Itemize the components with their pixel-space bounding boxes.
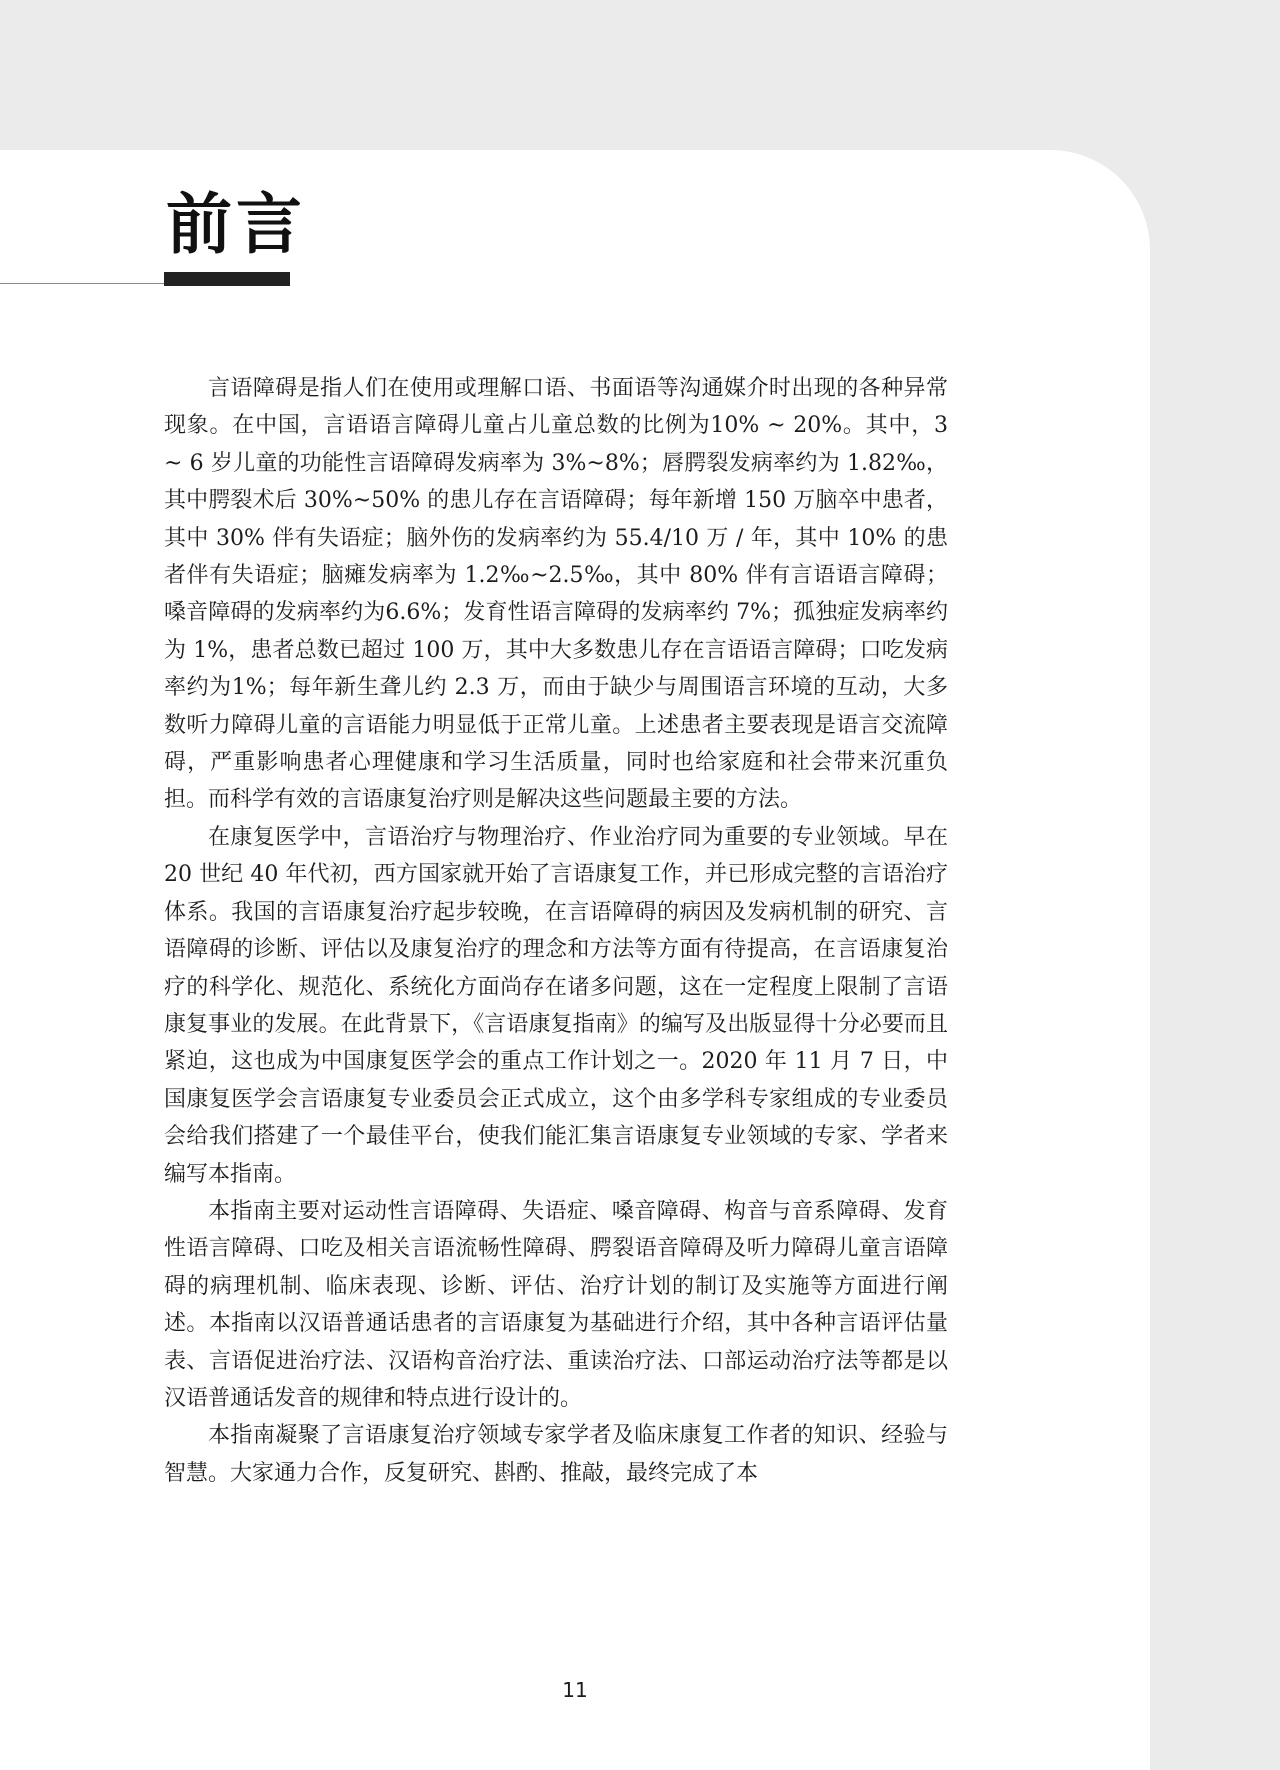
page-title: 前言 bbox=[166, 185, 306, 263]
paragraph-1: 言语障碍是指人们在使用或理解口语、书面语等沟通媒介时出现的各种异常现象。在中国，言语语言障碍儿童占儿童总数的比例为10% ~ 20%。其中，3 ~ 6 岁儿童的功能性言语障碍发病率为 3%~8%；唇腭裂发病率约为 1.82‰，其中腭裂术后 30%~50% 的患儿存在言语障碍；每年新增 150 万脑卒中患者，其中 30% 伴有失语症；脑外伤的发病率约为 55.4/10 万 / 年，其中 10% 的患者伴有失语症；脑瘫发病率为 1.2‰~2.5‰，其中 80% 伴有言语语言障碍；嗓音障碍的发病率约为6.6%；发育性语言障碍的发病率约 7%；孤独症发病率约为 1%，患者总数已超过 100 万，其中大多数患儿存在言语语言障碍；口吃发病率约为1%；每年新生聋儿约 2.3 万，而由于缺少与周围语言环境的互动，大多数听力障碍儿童的言语能力明显低于正常儿童。上述患者主要表现是语言交流障碍，严重影响患者心理健康和学习生活质量，同时也给家庭和社会带来沉重负担。而科学有效的言语康复治疗则是解决这些问题最主要的方法。 bbox=[164, 376, 948, 813]
title-rule-line bbox=[0, 283, 164, 284]
paragraph-3: 本指南主要对运动性言语障碍、失语症、嗓音障碍、构音与音系障碍、发育性语言障碍、口吃及相关言语流畅性障碍、腭裂语音障碍及听力障碍儿童言语障碍的病理机制、临床表现、诊断、评估、治疗计划的制订及实施等方面进行阐述。本指南以汉语普通话患者的言语康复为基础进行介绍，其中各种言语评估量表、言语促进治疗法、汉语构音治疗法、重读治疗法、口部运动治疗法等都是以汉语普通话发音的规律和特点进行设计的。 bbox=[164, 1198, 948, 1411]
paragraph-4: 本指南凝聚了言语康复治疗领域专家学者及临床康复工作者的知识、经验与智慧。大家通力合作，反复研究、斟酌、推敲，最终完成了本 bbox=[164, 1423, 948, 1486]
body-text bbox=[164, 370, 948, 1492]
paragraph-2: 在康复医学中，言语治疗与物理治疗、作业治疗同为重要的专业领域。早在 20 世纪 40 年代初，西方国家就开始了言语康复工作，并已形成完整的言语治疗体系。我国的言语康复治疗起步较晚，在言语障碍的病因及发病机制的研究、言语障碍的诊断、评估以及康复治疗的理念和方法等方面有待提高，在言语康复治疗的科学化、规范化、系统化方面尚存在诸多问题，这在一定程度上限制了言语康复事业的发展。在此背景下，《言语康复指南》的编写及出版显得十分必要而且紧迫，这也成为中国康复医学会的重点工作计划之一。2020 年 11 月 7 日，中国康复医学会言语康复专业委员会正式成立，这个由多学科专家组成的专业委员会给我们搭建了一个最佳平台，使我们能汇集言语康复专业领域的专家、学者来编写本指南。 bbox=[164, 824, 948, 1187]
page-number: 11 bbox=[562, 1678, 588, 1702]
title-underline-bar bbox=[164, 272, 290, 286]
